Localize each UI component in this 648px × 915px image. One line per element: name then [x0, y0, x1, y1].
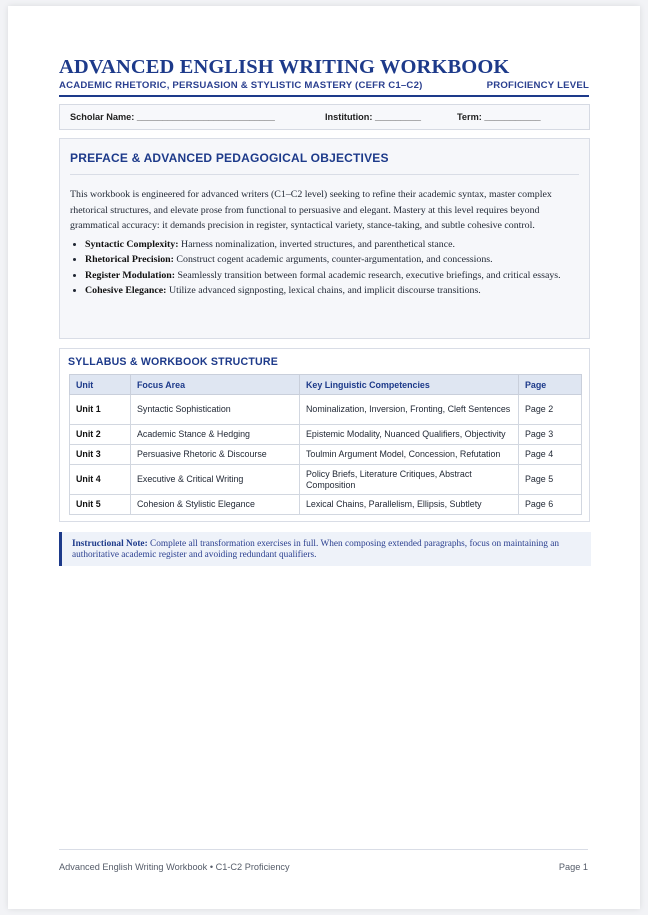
objective-text: Utilize advanced signposting, lexical chains, and implicit discourse transitions.: [166, 285, 481, 296]
workbook-page: [8, 6, 640, 909]
table-row: [70, 445, 582, 465]
page-footer: [59, 849, 588, 872]
page-cell: Page 3: [519, 425, 582, 445]
preface-divider: [70, 174, 579, 175]
column-header-page: Page: [519, 375, 582, 395]
column-header-competencies: Key Linguistic Competencies: [300, 375, 519, 395]
workbook-title: ADVANCED ENGLISH WRITING WORKBOOK: [59, 56, 510, 78]
student-info-bar: [59, 104, 590, 130]
objective-term: Syntactic Complexity:: [85, 238, 179, 250]
objectives-list: [70, 237, 575, 299]
objective-term: Cohesive Elegance:: [85, 285, 167, 296]
unit-cell: Unit 5: [70, 495, 131, 515]
page-cell: Page 2: [519, 395, 582, 425]
objective-term: Rhetorical Precision:: [85, 254, 174, 265]
unit-cell: Unit 1: [70, 395, 131, 425]
syllabus-section: [59, 348, 590, 522]
note-label: Instructional Note:: [72, 539, 148, 549]
objective-text: Harness nominalization, inverted structures, and parenthetical stance.: [178, 238, 455, 250]
focus-cell: Academic Stance & Hedging: [131, 425, 300, 445]
competencies-cell: Nominalization, Inversion, Fronting, Cleft Sentences: [300, 395, 519, 425]
objective-item: [85, 283, 575, 299]
page-cell: Page 6: [519, 495, 582, 515]
syllabus-table: [69, 374, 582, 515]
preface-section: [59, 138, 590, 339]
unit-cell: Unit 2: [70, 425, 131, 445]
objective-item: [85, 268, 575, 284]
syllabus-heading: SYLLABUS & WORKBOOK STRUCTURE: [68, 356, 279, 368]
focus-cell: Syntactic Sophistication: [131, 395, 300, 425]
objective-text: Construct cogent academic arguments, counter-argumentation, and concessions.: [173, 254, 493, 265]
table-header-row: [70, 375, 582, 395]
objective-text: Seamlessly transition between formal academic research, executive briefings, and critical essays.: [175, 269, 561, 281]
page-number: Page 1: [558, 862, 588, 872]
footer-title: Advanced English Writing Workbook • C1-C2 Proficiency: [59, 862, 290, 872]
term-field[interactable]: Term: ___________: [457, 112, 541, 122]
page-cell: Page 5: [519, 465, 582, 495]
scholar-name-field[interactable]: Scholar Name: ___________________________: [70, 112, 275, 122]
page-cell: Page 4: [519, 445, 582, 465]
proficiency-level-label: PROFICIENCY LEVEL: [486, 80, 589, 91]
preface-body: [70, 187, 575, 299]
competencies-cell: Epistemic Modality, Nuanced Qualifiers, Objectivity: [300, 425, 519, 445]
objective-item: [85, 252, 575, 268]
focus-cell: Executive & Critical Writing: [131, 465, 300, 495]
page-header: [59, 56, 589, 97]
column-header-unit: Unit: [70, 375, 131, 395]
unit-cell: Unit 3: [70, 445, 131, 465]
objective-item: [85, 237, 575, 253]
objective-term: Register Modulation:: [85, 269, 176, 281]
table-row: [70, 495, 582, 515]
institution-field[interactable]: Institution: _________: [325, 112, 421, 122]
focus-cell: Cohesion & Stylistic Elegance: [131, 495, 300, 515]
instructional-note: [59, 532, 591, 566]
unit-cell: Unit 4: [70, 465, 131, 495]
table-row: [70, 465, 582, 495]
table-row: [70, 425, 582, 445]
preface-intro: This workbook is engineered for advanced writers (C1–C2 level) seeking to refine their academic syntax, master complex rhetorical structures, and elevate prose from functional to persuasive and elegant. Mastery at this level requires beyond grammatical accuracy: it demands precision in register, syntactical variety, stance-taking, and subtle cohesive control.: [70, 189, 552, 231]
subtitle-row: [59, 80, 589, 97]
competencies-cell: Toulmin Argument Model, Concession, Refutation: [300, 445, 519, 465]
table-row: [70, 395, 582, 425]
competencies-cell: Policy Briefs, Literature Critiques, Abstract Composition: [300, 465, 519, 495]
workbook-subtitle: ACADEMIC RHETORIC, PERSUASION & STYLISTIC MASTERY (CEFR C1–C2): [59, 80, 423, 91]
focus-cell: Persuasive Rhetoric & Discourse: [131, 445, 300, 465]
column-header-focus: Focus Area: [131, 375, 300, 395]
preface-heading: PREFACE & ADVANCED PEDAGOGICAL OBJECTIVES: [70, 151, 389, 165]
note-text: [72, 539, 577, 560]
note-body: Complete all transformation exercises in full. When composing extended paragraphs, focus on maintaining an authoritative academic register and avoiding redundant qualifiers.: [72, 539, 560, 560]
competencies-cell: Lexical Chains, Parallelism, Ellipsis, Subtlety: [300, 495, 519, 515]
